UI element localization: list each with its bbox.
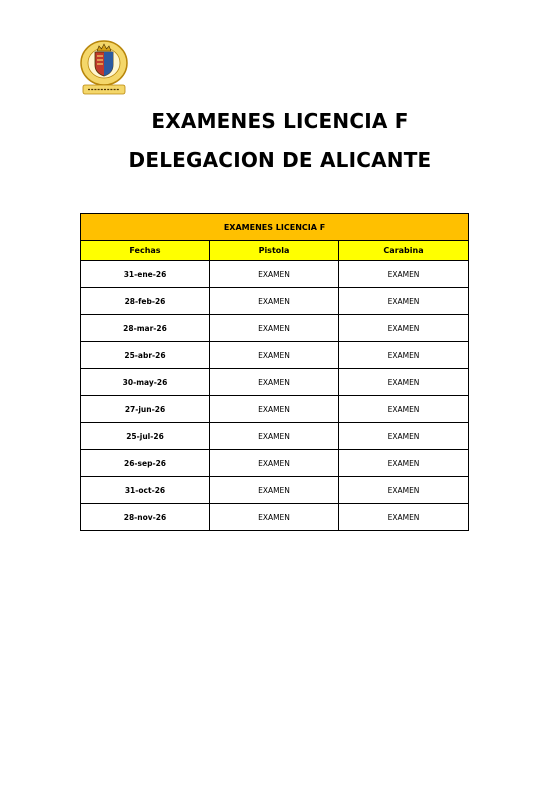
table-row — [81, 342, 469, 369]
exam-schedule-table — [80, 213, 469, 531]
carabina-cell: EXAMEN — [339, 450, 469, 477]
pistola-cell: EXAMEN — [210, 423, 339, 450]
date-cell: 31-ene-26 — [81, 261, 210, 288]
carabina-cell: EXAMEN — [339, 423, 469, 450]
pistola-cell: EXAMEN — [210, 477, 339, 504]
table-row — [81, 504, 469, 531]
table-header-row — [81, 214, 469, 241]
pistola-cell: EXAMEN — [210, 288, 339, 315]
column-header-fechas: Fechas — [81, 241, 210, 261]
pistola-cell: EXAMEN — [210, 450, 339, 477]
carabina-cell: EXAMEN — [339, 369, 469, 396]
page-subtitle: DELEGACION DE ALICANTE — [128, 148, 432, 172]
date-cell: 28-nov-26 — [81, 504, 210, 531]
column-headers-row — [81, 241, 469, 261]
table-row — [81, 477, 469, 504]
date-cell: 31-oct-26 — [81, 477, 210, 504]
carabina-cell: EXAMEN — [339, 315, 469, 342]
date-cell: 28-mar-26 — [81, 315, 210, 342]
club-emblem-icon — [79, 39, 129, 97]
pistola-cell: EXAMEN — [210, 342, 339, 369]
date-cell: 28-feb-26 — [81, 288, 210, 315]
carabina-cell: EXAMEN — [339, 477, 469, 504]
page-title: EXAMENES LICENCIA F — [151, 109, 409, 133]
carabina-cell: EXAMEN — [339, 504, 469, 531]
table-row — [81, 369, 469, 396]
pistola-cell: EXAMEN — [210, 315, 339, 342]
table-row — [81, 288, 469, 315]
pistola-cell: EXAMEN — [210, 369, 339, 396]
club-logo — [79, 39, 129, 97]
date-cell: 30-may-26 — [81, 369, 210, 396]
table-row — [81, 315, 469, 342]
table-row — [81, 396, 469, 423]
table-header: EXAMENES LICENCIA F — [81, 214, 469, 241]
date-cell: 26-sep-26 — [81, 450, 210, 477]
pistola-cell: EXAMEN — [210, 504, 339, 531]
date-cell: 27-jun-26 — [81, 396, 210, 423]
pistola-cell: EXAMEN — [210, 261, 339, 288]
column-header-pistola: Pistola — [210, 241, 339, 261]
carabina-cell: EXAMEN — [339, 288, 469, 315]
column-header-carabina: Carabina — [339, 241, 469, 261]
carabina-cell: EXAMEN — [339, 342, 469, 369]
table-row — [81, 423, 469, 450]
date-cell: 25-abr-26 — [81, 342, 210, 369]
date-cell: 25-jul-26 — [81, 423, 210, 450]
carabina-cell: EXAMEN — [339, 396, 469, 423]
pistola-cell: EXAMEN — [210, 396, 339, 423]
table-row — [81, 450, 469, 477]
carabina-cell: EXAMEN — [339, 261, 469, 288]
table-row — [81, 261, 469, 288]
